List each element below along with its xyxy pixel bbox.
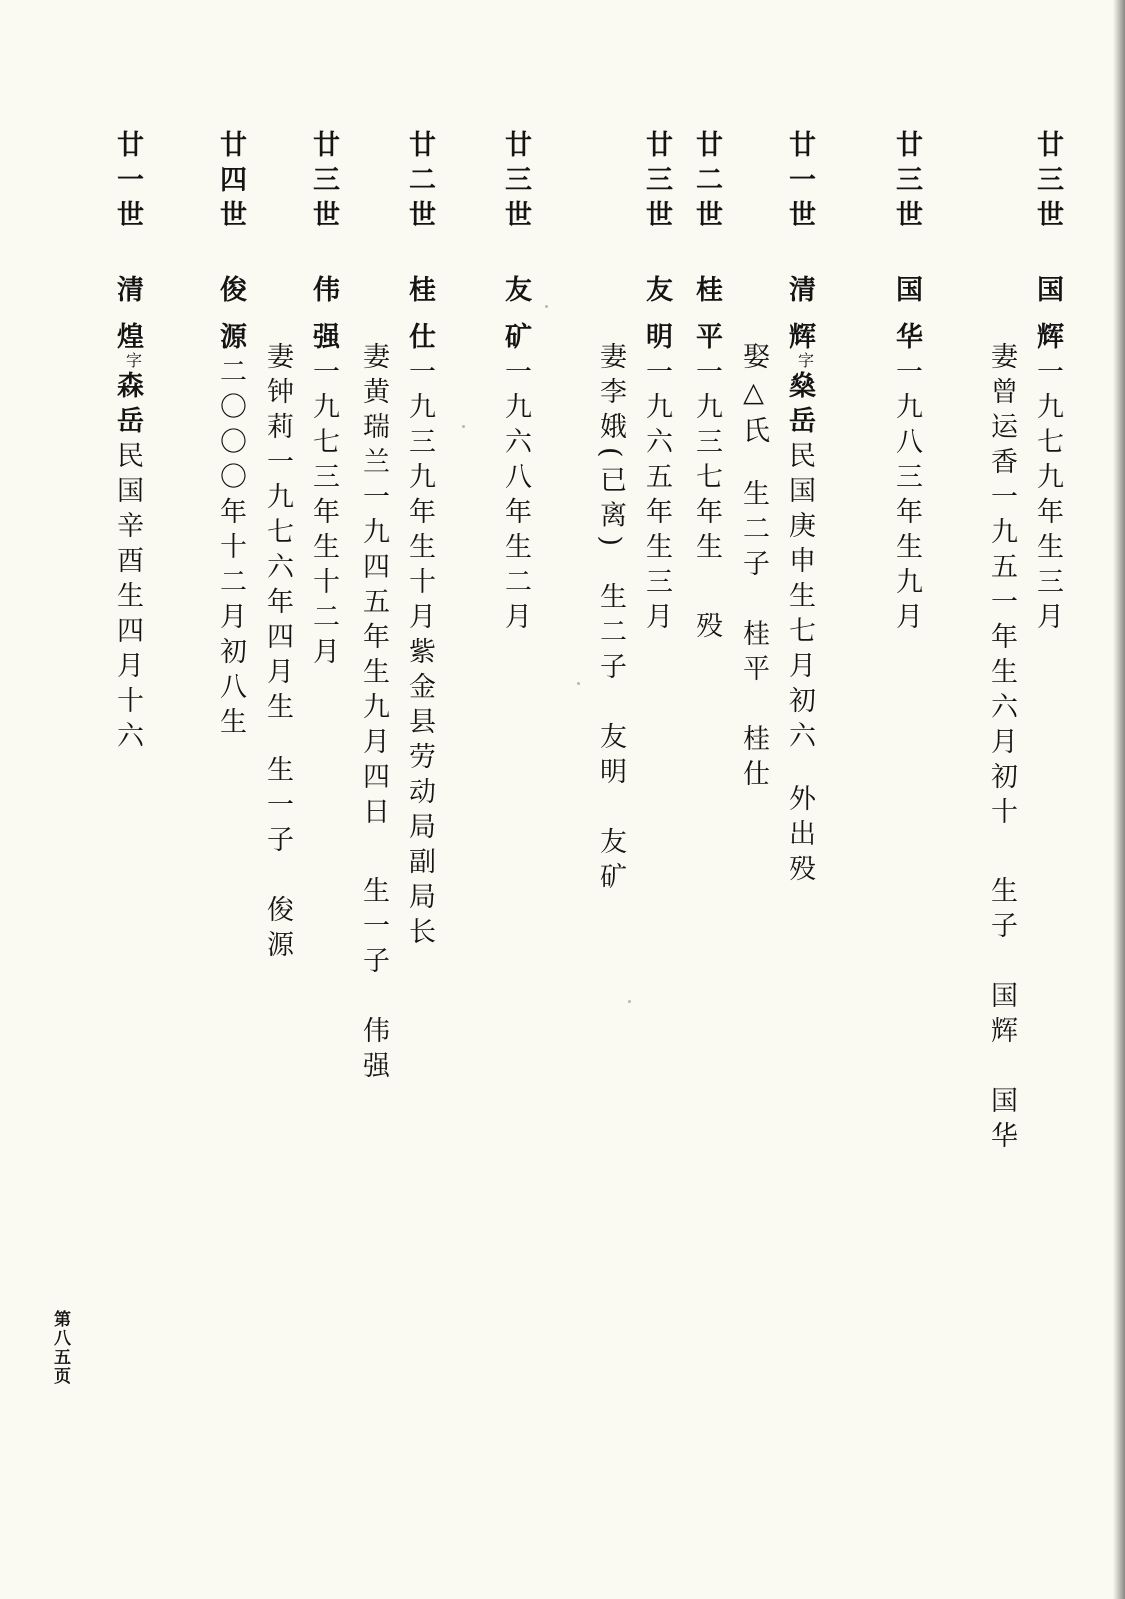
birth-info: 一九三九年生十月紫金县劳动局副局长 (404, 357, 435, 952)
scan-edge (1113, 0, 1125, 1599)
birth-info: 民国辛酉生四月十六 (112, 441, 143, 756)
genealogy-entry-guohui (978, 130, 1070, 1156)
birth-info: 一九七九年生三月 (1032, 357, 1063, 637)
entry-main-column (883, 130, 929, 637)
birth-info: 一九七三年生十二月 (308, 357, 339, 672)
courtesy-name: 森岳 (112, 371, 143, 441)
given-name: 明 (641, 322, 672, 357)
surname-char: 桂 (691, 275, 722, 310)
genealogy-entry-qinghuang (104, 130, 150, 756)
generation-label: 廿三世 (641, 130, 672, 235)
generation-label: 廿二世 (691, 130, 722, 235)
entry-sub-column (587, 342, 633, 897)
entry-sub-column (978, 342, 1024, 1156)
birth-info: 一九六八年生二月 (500, 357, 531, 637)
genealogy-entry-qinghui (730, 130, 822, 889)
children-info: 生一子 俊源 (262, 755, 293, 965)
entry-main-column (776, 130, 822, 889)
surname-char: 友 (500, 275, 531, 310)
given-name: 矿 (500, 322, 531, 357)
entry-main-column (300, 130, 346, 965)
surname-char: 桂 (404, 275, 435, 310)
generation-label: 廿三世 (500, 130, 531, 235)
generation-label: 廿三世 (891, 130, 922, 235)
surname-char: 伟 (308, 275, 339, 310)
entry-main-column (1024, 130, 1070, 1156)
courtesy-name-mark: 字 (797, 351, 822, 370)
birth-info: 一九八三年生九月 (891, 357, 922, 637)
genealogy-entry-youkuang (492, 130, 538, 637)
courtesy-name-mark: 字 (125, 351, 150, 370)
generation-label: 廿四世 (215, 130, 246, 235)
spouse-info: 妻李娥(已离) (595, 342, 626, 555)
scan-speck (545, 305, 548, 308)
surname-char: 国 (1032, 275, 1063, 310)
generation-label: 廿一世 (112, 130, 143, 235)
genealogy-entry-weiqiang (254, 130, 346, 965)
spouse-info: 妻钟莉一九七六年四月生 (262, 342, 293, 727)
given-name: 煌 (112, 322, 143, 357)
birth-info: 二〇〇〇年十二月初八生 (215, 357, 246, 742)
given-name: 平 (691, 322, 722, 357)
birth-info: 民国庚申生七月初六 (784, 441, 815, 756)
spouse-info: 妻黄瑞兰一九四五年生九月四日 (358, 342, 389, 832)
scan-speck (628, 1000, 631, 1003)
entry-main-column (207, 130, 253, 742)
given-name: 辉 (784, 322, 815, 357)
surname-char: 清 (112, 275, 143, 310)
spouse-info: 妻曾运香一九五一年生六月初十 (986, 342, 1017, 832)
surname-char: 俊 (215, 275, 246, 310)
given-name: 源 (215, 322, 246, 357)
entry-main-column (683, 130, 729, 646)
note-info: 外出殁 (784, 784, 815, 889)
page-number: 第八五页 (50, 1310, 70, 1386)
birth-info: 一九三七年生 (691, 357, 722, 567)
entry-main-column (104, 130, 150, 756)
entry-sub-column (730, 342, 776, 889)
children-info: 生子 国辉 国华 (986, 876, 1017, 1156)
note-info: 殁 (691, 611, 722, 646)
children-info: 生二子 友明 友矿 (595, 582, 626, 898)
generation-label: 廿三世 (1032, 130, 1063, 235)
genealogy-entry-junyuan (207, 130, 253, 742)
scan-speck (577, 682, 580, 685)
given-name: 辉 (1032, 322, 1063, 357)
surname-char: 友 (641, 275, 672, 310)
genealogy-entry-guiping (683, 130, 729, 646)
courtesy-name: 燊岳 (784, 371, 815, 441)
entry-main-column (396, 130, 442, 1086)
genealogy-entry-guohua (883, 130, 929, 637)
generation-label: 廿二世 (404, 130, 435, 235)
children-info: 生二子 桂平 桂仕 (738, 479, 769, 794)
given-name: 仕 (404, 322, 435, 357)
scan-speck (462, 425, 465, 428)
surname-char: 清 (784, 275, 815, 310)
entry-sub-column (254, 342, 300, 965)
entry-main-column (492, 130, 538, 637)
birth-info: 一九六五年生三月 (641, 357, 672, 637)
given-name: 华 (891, 322, 922, 357)
marriage-info: 娶△氏 (738, 342, 769, 451)
given-name: 强 (308, 322, 339, 357)
genealogy-entry-guishi (350, 130, 442, 1086)
surname-char: 国 (891, 275, 922, 310)
entry-sub-column (350, 342, 396, 1086)
children-info: 生一子 伟强 (358, 876, 389, 1086)
generation-label: 廿三世 (308, 130, 339, 235)
entry-main-column (633, 130, 679, 897)
generation-label: 廿一世 (784, 130, 815, 235)
genealogy-entry-youming (587, 130, 679, 897)
